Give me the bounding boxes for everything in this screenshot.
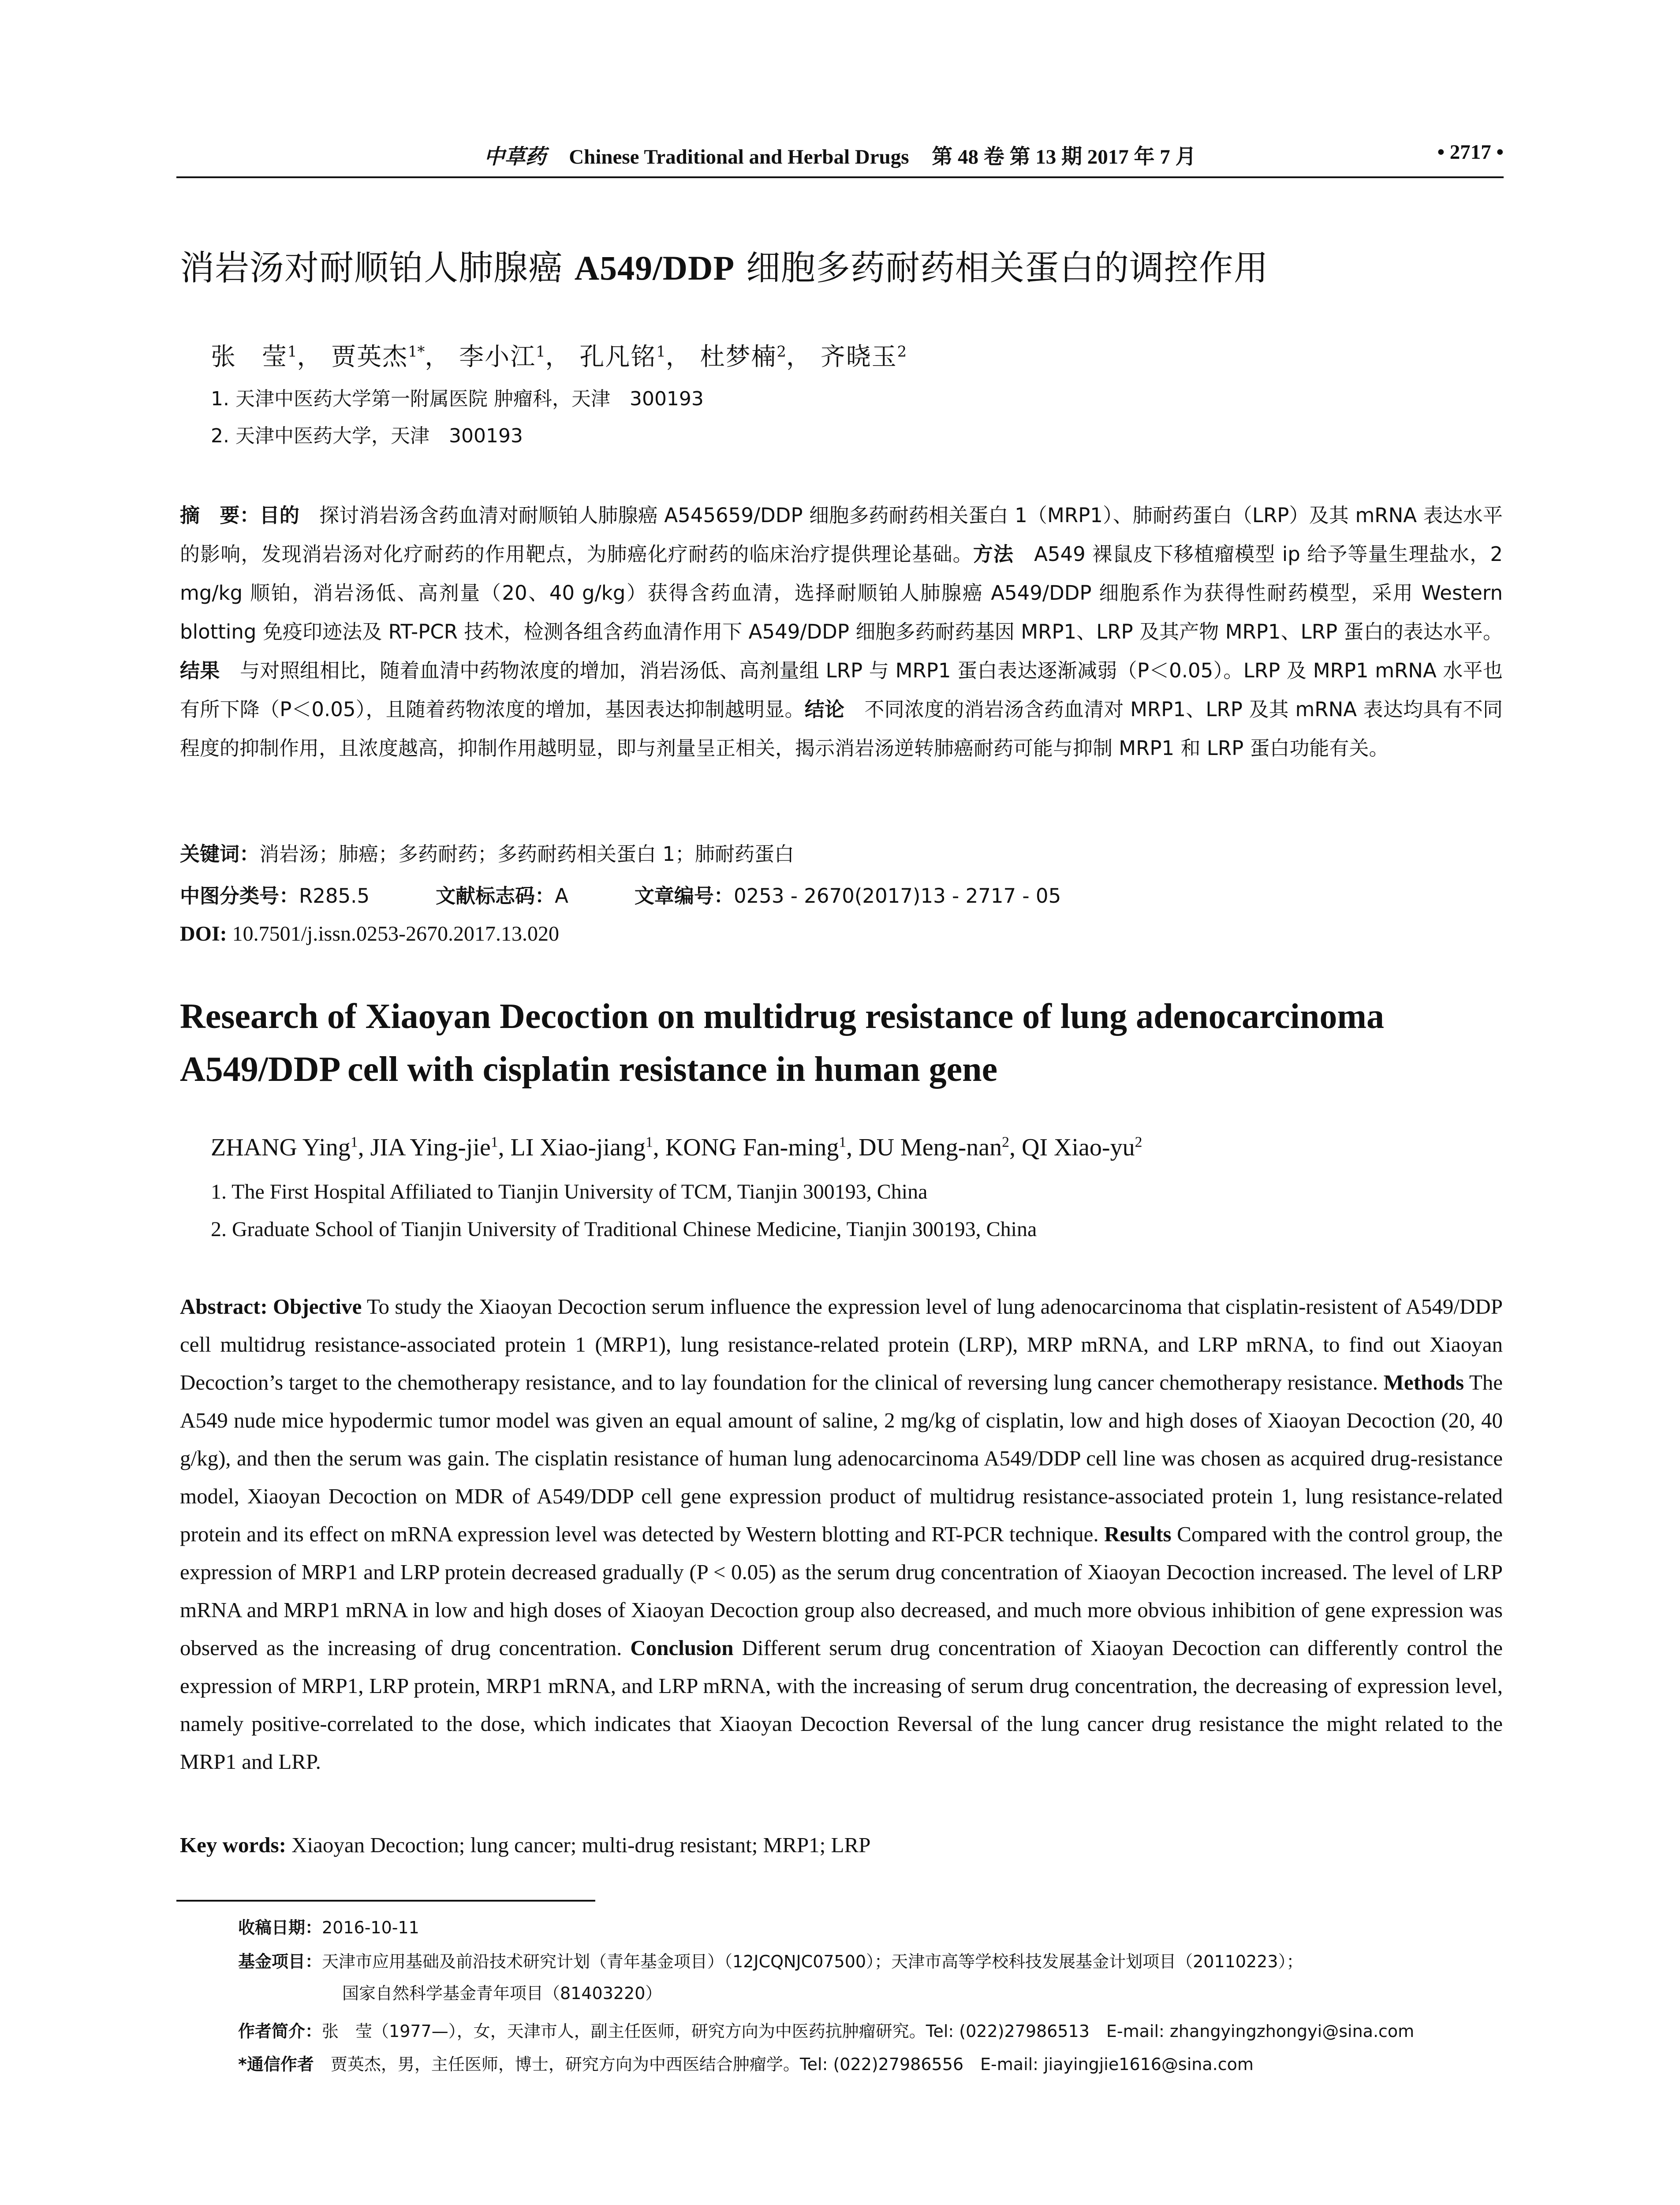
abstract-label-cn: 摘 要： bbox=[180, 504, 260, 527]
footnote-corresponding: *通信作者 贾英杰，男，主任医师，博士，研究方向为中西医结合肿瘤学。Tel: (022)27986556 E-mail: jiayingjie1616@sina.com bbox=[238, 2055, 1254, 2074]
conclusion-label-cn: 结论 bbox=[804, 698, 845, 721]
author-cn: 贾英杰 bbox=[331, 343, 408, 371]
methods-text-en: The A549 nude mice hypodermic tumor model was given an equal amount of saline, 2 mg/kg of cisplatin, low and high doses of Xiaoyan Decoction (20, 40 g/kg), and then the serum was gain. The cisplatin resistance of human lung adenocarcinoma A549/DDP cell line was chosen as acquired drug-resistance model, Xiaoyan Decoction on MDR of A549/DDP cell gene expression product of multidrug resistance-associated protein 1, lung resistance-related protein and its effect on mRNA expression level was detected by Western blotting and RT-PCR technique. bbox=[180, 1370, 1503, 1546]
conclusion-text-cn: 不同浓度的消岩汤含药血清对 MRP1、LRP 及其 mRNA 表达均具有不同程度的抑制作用，且浓度越高，抑制作用越明显，即与剂量呈正相关，揭示消岩汤逆转肺癌耐药可能与抑制 MRP1 和 LRP 蛋白功能有关。 bbox=[180, 698, 1503, 760]
affiliation-cn-1: 1. 天津中医药大学第一附属医院 肿瘤科，天津 300193 bbox=[211, 388, 704, 410]
clc-number: R285.5 bbox=[299, 884, 370, 908]
affiliation-en-1: 1. The First Hospital Affiliated to Tianjin University of TCM, Tianjin 300193, China bbox=[211, 1180, 928, 1203]
header-rule bbox=[176, 176, 1504, 178]
methods-label-cn: 方法 bbox=[973, 542, 1014, 566]
author-en: LI Xiao-jiang bbox=[510, 1134, 646, 1161]
footnote-rule bbox=[176, 1900, 595, 1902]
author-cn: 杜梦楠 bbox=[700, 343, 777, 371]
author-cn: 李小江 bbox=[459, 343, 536, 371]
author-cn: 齐晓玉 bbox=[820, 343, 897, 371]
abstract-en bbox=[180, 1288, 1503, 1781]
author-en: JIA Ying-jie bbox=[370, 1134, 491, 1161]
abstract-cn bbox=[180, 496, 1503, 768]
author-en: DU Meng-nan bbox=[859, 1134, 1002, 1161]
author-cn: 孔凡铭 bbox=[579, 343, 657, 371]
abstract-label-en: Abstract: Objective bbox=[180, 1294, 362, 1319]
authors-en: ZHANG Ying$^1$, JIA Ying-jie$^1$, LI Xiao-jiang$^1$, KONG Fan-ming$^1$, DU Meng-nan$^2$, QI Xiao-$yu^2$ bbox=[211, 1134, 1142, 1161]
results-label-en: Results bbox=[1104, 1522, 1172, 1546]
results-text-cn: 与对照组相比，随着血清中药物浓度的增加，消岩汤低、高剂量组 LRP 与 MRP1 蛋白表达逐渐减弱（P＜0.05）。LRP 及 MRP1 mRNA 水平也有所下降（P＜0.05），且随着药物浓度的增加，基因表达抑制越明显。 bbox=[180, 659, 1503, 721]
methods-text-cn: A549 裸鼠皮下移植瘤模型 ip 给予等量生理盐水，2 mg/kg 顺铂，消岩汤低、高剂量（20、40 g/kg）获得含药血清，选择耐顺铂人肺腺癌 A549/DDP 细胞系作为获得性耐药模型，采用 Western blotting 免疫印迹法及 RT-PCR 技术，检测各组含药血清作用下 A549/DDP 细胞多药耐药基因 MRP1、LRP 及其产物 MRP1、LRP 蛋白的表达水平。 bbox=[180, 542, 1503, 643]
author-en: QI Xiao-yu bbox=[1021, 1134, 1135, 1161]
journal-name-cn: 中草药 bbox=[484, 145, 546, 169]
methods-label-en: Methods bbox=[1383, 1370, 1464, 1394]
footnote-author-bio: 作者简介：张 莹（1977—），女，天津市人，副主任医师，研究方向为中医药抗肿瘤研究。Tel: (022)27986513 E-mail: zhangyingzhongyi@sina.com bbox=[238, 2022, 1415, 2041]
document-code: A bbox=[555, 884, 568, 908]
results-text-en: Compared with the control group, the expression of MRP1 and LRP protein decreased gradually (P < 0.05) as the serum drug concentration of Xiaoyan Decoction increased. The level of LRP mRNA and MRP1 mRNA in low and high doses of Xiaoyan Decoction group also decreased, and much more obvious inhibition of gene expression was observed as the increasing of drug concentration. bbox=[180, 1522, 1503, 1660]
issue-info: 第 48 卷 第 13 期 2017 年 7 月 bbox=[932, 146, 1196, 168]
footnote-fund: 基金项目：天津市应用基础及前沿技术研究计划（青年基金项目）（12JCQNJC07500）；天津市高等学校科技发展基金计划项目（20110223）； 国家自然科学基金青年项目（81403220） bbox=[238, 1952, 1303, 2003]
objective-label-cn: 目的 bbox=[259, 504, 299, 527]
author-en: ZHANG Ying bbox=[211, 1134, 351, 1161]
page-number: • 2717 • bbox=[1437, 141, 1504, 164]
objective-text-en: To study the Xiaoyan Decoction serum influence the expression level of lung adenocarcinoma that cisplatin-resistent of A549/DDP cell multidrug resistance-associated protein 1 (MRP1), lung resistance-related protein (LRP), MRP mRNA, and LRP mRNA, to find out Xiaoyan Decoction’s target to the chemotherapy resistance, and to lay foundation for the clinical of reversing lung cancer chemotherapy resistance. bbox=[180, 1294, 1503, 1394]
doi-line: DOI: 10.7501/j.issn.0253-2670.2017.13.020 bbox=[180, 922, 560, 946]
objective-text-cn: 探讨消岩汤含药血清对耐顺铂人肺腺癌 A545659/DDP 细胞多药耐药相关蛋白 1（MRP1）、肺耐药蛋白（LRP）及其 mRNA 表达水平的影响，发现消岩汤对化疗耐药的作用靶点，为肺癌化疗耐药的临床治疗提供理论基础。 bbox=[180, 504, 1503, 566]
results-label-cn: 结果 bbox=[180, 659, 220, 682]
affiliation-cn-2: 2. 天津中医药大学，天津 300193 bbox=[211, 425, 523, 447]
conclusion-label-en: Conclusion bbox=[630, 1636, 734, 1660]
title-cn: 消岩汤对耐顺铂人肺腺癌 A549/DDP 细胞多药耐药相关蛋白的调控作用 bbox=[180, 248, 1269, 288]
journal-name-en: Chinese Traditional and Herbal Drugs bbox=[569, 146, 909, 168]
keywords-en: Key words: Xiaoyan Decoction; lung cancer; multi-drug resistant; MRP1; LRP bbox=[180, 1833, 871, 1857]
author-en: KONG Fan-ming bbox=[665, 1134, 839, 1161]
affiliation-en-2: 2. Graduate School of Tianjin University of Traditional Chinese Medicine, Tianjin 300193, China bbox=[211, 1218, 1037, 1241]
author-cn: 张 莹 bbox=[211, 343, 287, 371]
title-en: Research of Xiaoyan Decoction on multidrug resistance of lung adenocarcinoma A549/DDP cell with cisplatin resistance in human gene bbox=[180, 997, 1384, 1089]
classification-line: 中图分类号：R285.5 文献标志码：A 文章编号：0253 - 2670(2017)13 - 2717 - 05 bbox=[180, 884, 1061, 908]
authors-cn: 张 莹$^1$， 贾英杰$^{1*}$， 李小江$^1$， 孔凡铭$^1$， 杜梦楠$^2$， 齐晓玉$^2$ bbox=[211, 343, 907, 371]
article-number: 0253 - 2670(2017)13 - 2717 - 05 bbox=[733, 884, 1061, 908]
conclusion-text-en: Different serum drug concentration of Xiaoyan Decoction can differently control the expression of MRP1, LRP protein, MRP1 mRNA, and LRP mRNA, with the increasing of serum drug concentration, the decreasing of expression level, namely positive-correlated to the dose, which indicates that Xiaoyan Decoction Reversal of the lung cancer drug resistance the might related to the MRP1 and LRP. bbox=[180, 1636, 1503, 1774]
running-header bbox=[176, 140, 1504, 171]
footnote-received: 收稿日期：2016-10-11 bbox=[238, 1918, 419, 1937]
keywords-cn: 关键词：消岩汤；肺癌；多药耐药；多药耐药相关蛋白 1；肺耐药蛋白 bbox=[180, 842, 794, 866]
doi-value: 10.7501/j.issn.0253-2670.2017.13.020 bbox=[227, 922, 560, 946]
